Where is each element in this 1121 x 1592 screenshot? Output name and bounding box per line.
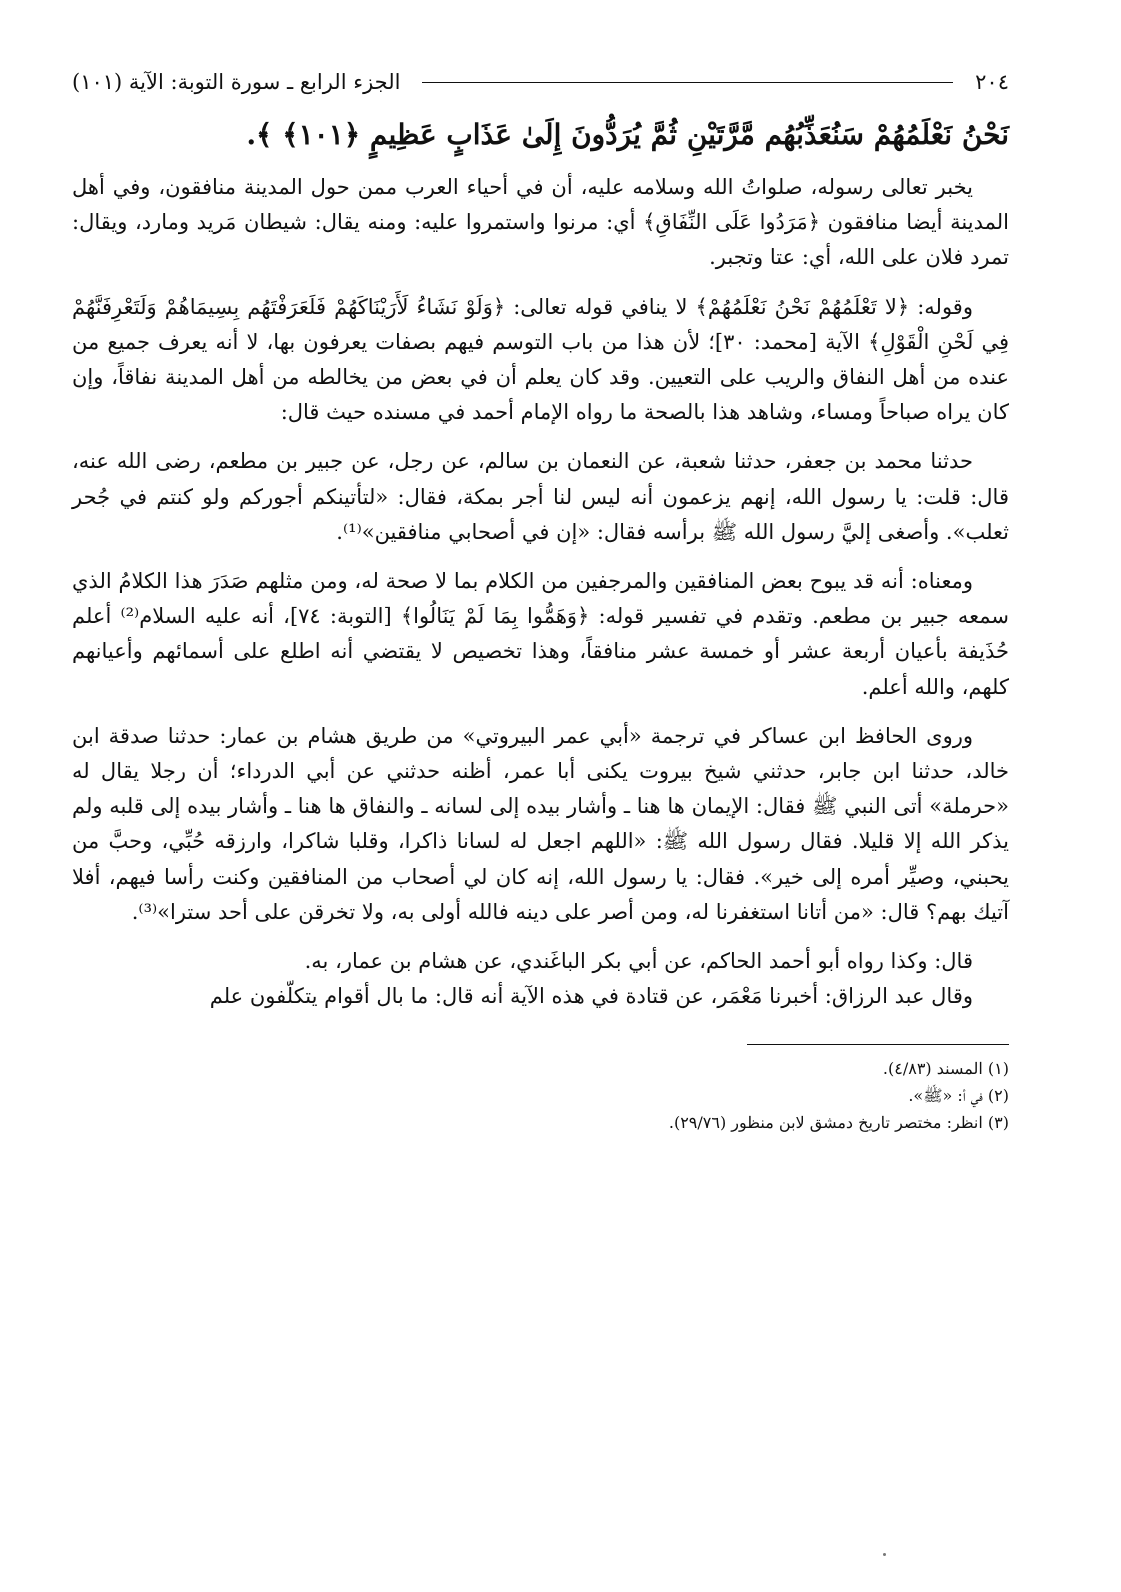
footnote-2: (٢) في أ: «ﷺ». bbox=[908, 1086, 1009, 1106]
verse-text: نَحْنُ نَعْلَمُهُمْ سَنُعَذِّبُهُم مَّرَّتَيْنِ ثُمَّ يُرَدُّونَ إِلَىٰ عَذَابٍ عَظِيمٍ ﴿١٠١﴾ ﴾. bbox=[246, 118, 1009, 151]
page-number: ٢٠٤ bbox=[975, 70, 1009, 94]
header-rule bbox=[422, 82, 953, 83]
paragraph-hakim: قال: وكذا رواه أبو أحمد الحاكم، عن أبي بكر الباغَندي، عن هشام بن عمار، به. bbox=[304, 949, 973, 974]
footnote-3: (٣) انظر: مختصر تاريخ دمشق لابن منظور (٢٩/٧٦). bbox=[668, 1113, 1009, 1133]
page-header bbox=[72, 62, 1009, 102]
paragraph-commentary: وقوله: ﴿لا تَعْلَمُهُمْ نَحْنُ نَعْلَمُهُمْ﴾ لا ينافي قوله تعالى: ﴿وَلَوْ نَشَاءُ لَأَرَيْنَاكَهُمْ فَلَعَرَفْتَهُم بِسِيمَاهُمْ وَلَتَعْرِفَنَّهُمْ فِي لَحْنِ الْقَوْلِ﴾ الآية [محمد: ٣٠]؛ لأن هذا من باب التوسم فيهم بصفات يعرفون بها، لا أنه يعرف جميع من عنده من أهل النفاق والريب على التعيين. وقد كان يعلم أن في بعض من يخالطه من أهل المدينة نفاقاً، وإن كان يراه صباحاً ومساء، وشاهد هذا بالصحة ما رواه الإمام أحمد في مسنده حيث قال: bbox=[72, 294, 1009, 425]
paragraph-intro: يخبر تعالى رسوله، صلواتُ الله وسلامه عليه، أن في أحياء العرب ممن حول المدينة منافقون، وفي أهل المدينة أيضا منافقون ﴿مَرَدُوا عَلَى النِّفَاقِ﴾ أي: مرنوا واستمروا عليه: ومنه يقال: شيطان مَريد ومارد، ويقال: تمرد فلان على الله، أي: عتا وتجبر. bbox=[72, 175, 1009, 270]
scan-speck bbox=[883, 1553, 886, 1556]
paragraph-abdulrazzaq: وقال عبد الرزاق: أخبرنا مَعْمَر، عن قتادة في هذه الآية أنه قال: ما بال أقوام يتكلّفون علم bbox=[209, 984, 973, 1009]
footnotes bbox=[72, 1055, 1009, 1136]
footnote-separator bbox=[747, 1044, 1009, 1045]
paragraph-meaning: ومعناه: أنه قد يبوح بعض المنافقين والمرجفين من الكلام بما لا صحة له، ومن مثلهم صَدَرَ هذا الكلامُ الذي سمعه جبير بن مطعم. وتقدم في تفسير قوله: ﴿وَهَمُّوا بِمَا لَمْ يَنَالُوا﴾ [التوبة: ٧٤]، أنه عليه السلام⁽²⁾ أعلم حُذَيفة بأعيان أربعة عشر أو خمسة عشر منافقاً، وهذا تخصيص لا يقتضي أنه اطلع على أسمائهم وأعيانهم كلهم، والله أعلم. bbox=[72, 569, 1009, 699]
paragraph-hadith-ahmad: حدثنا محمد بن جعفر، حدثنا شعبة، عن النعمان بن سالم، عن رجل، عن جبير بن مطعم، رضى الله عنه، قال: قلت: يا رسول الله، إنهم يزعمون أنه ليس لنا أجر بمكة، فقال: «لتأتينكم أجوركم ولو كنتم في جُحر ثعلب». وأصغى إليَّ رسول الله ﷺ برأسه فقال: «إن في أصحابي منافقين»⁽¹⁾. bbox=[72, 449, 1009, 544]
running-title: الجزء الرابع ـ سورة التوبة: الآية (١٠١) bbox=[72, 70, 401, 94]
footnote-1: (١) المسند (٤/٨٣). bbox=[882, 1059, 1009, 1079]
paragraph-ibn-asakir: وروى الحافظ ابن عساكر في ترجمة «أبي عمر البيروتي» من طريق هشام بن عمار: حدثنا صدقة ابن خالد، حدثنا ابن جابر، حدثني شيخ بيروت يكنى أبا عمر، أظنه حدثني عن أبي الدرداء؛ أن رجلا يقال له «حرملة» أتى النبي ﷺ فقال: الإيمان ها هنا ـ وأشار بيده إلى لسانه ـ والنفاق ها هنا ـ وأشار بيده إلى قلبه ولم يذكر الله إلا قليلا. فقال رسول الله ﷺ: «اللهم اجعل له لسانا ذاكرا، وقلبا شاكرا، وارزقه حُبِّي، وحبَّ من يحبني، وصيِّر أمره إلى خير». فقال: يا رسول الله، إنه كان لي أصحاب من المنافقين وكنت رأسا فيهم، أفلا آتيك بهم؟ قال: «من أتانا استغفرنا له، ومن أصر على دينه فالله أولى به، ولا تخرقن على أحد سترا»⁽³⁾. bbox=[72, 723, 1009, 924]
